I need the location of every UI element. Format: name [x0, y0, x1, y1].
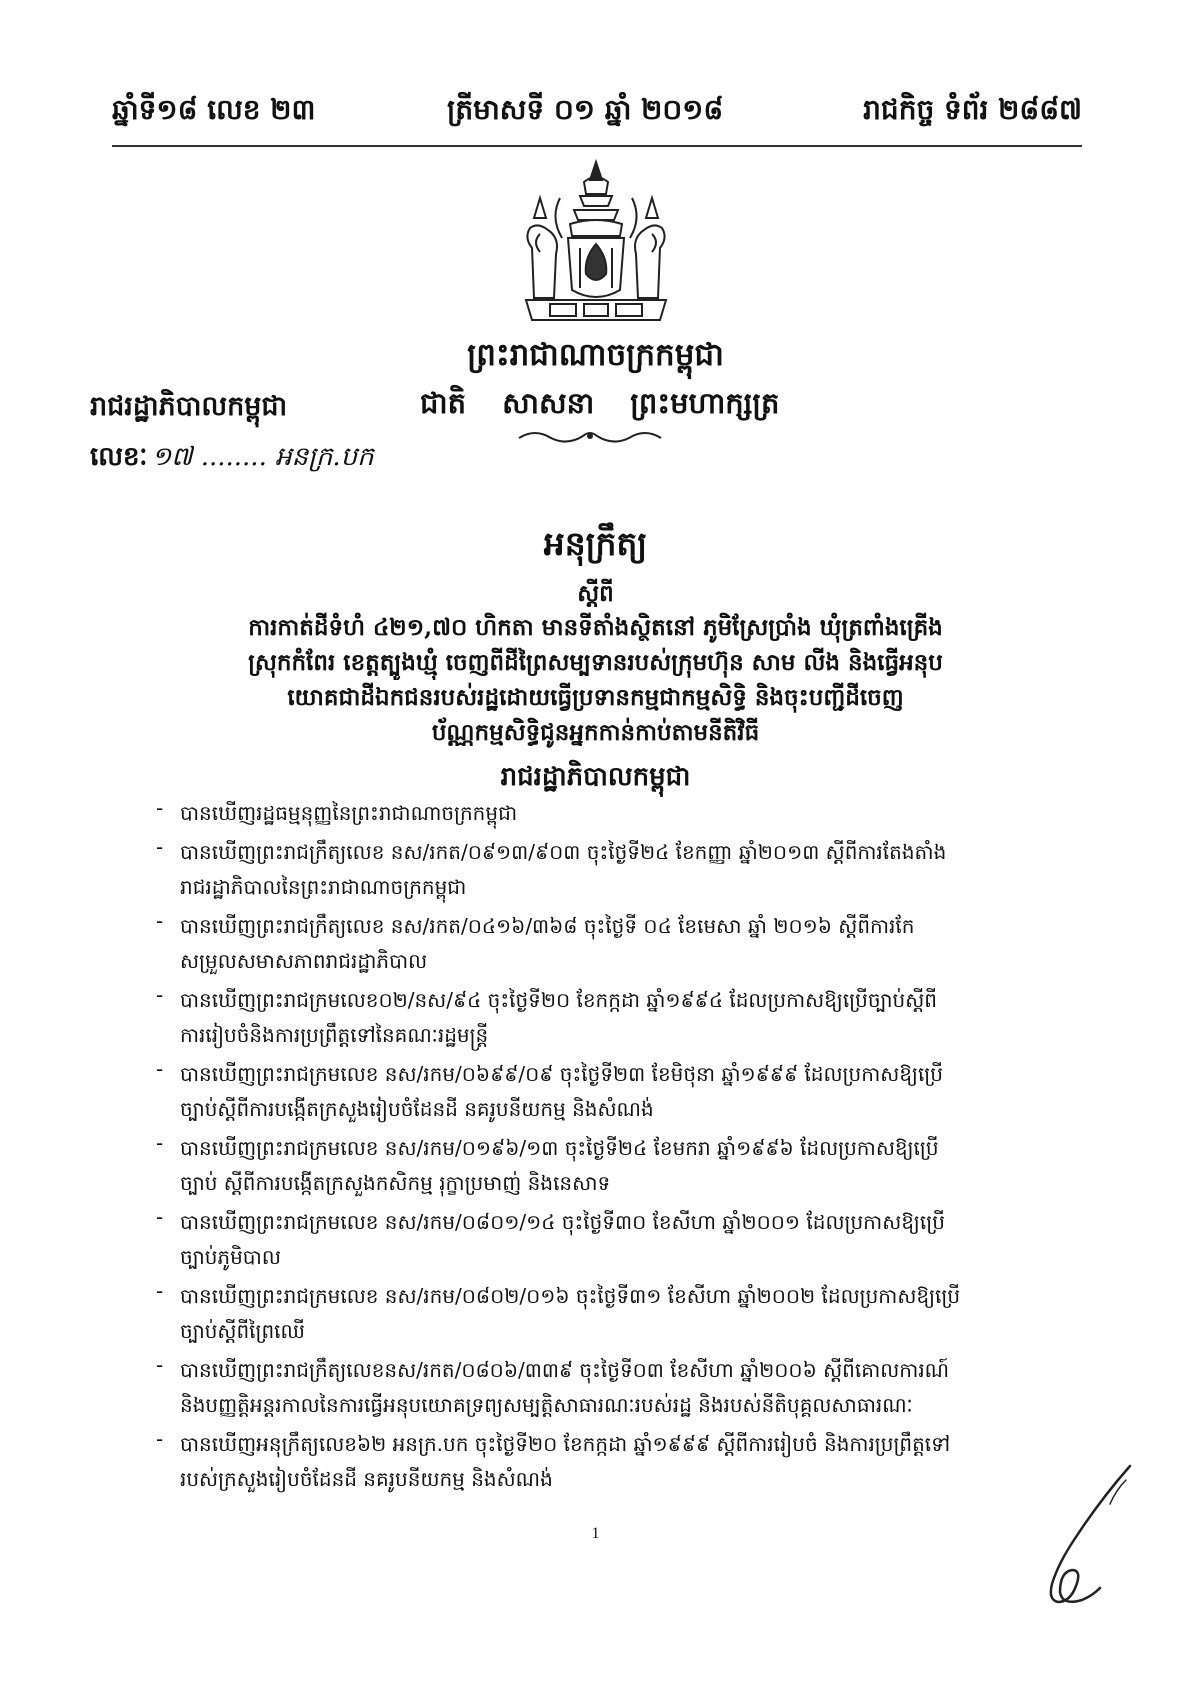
handwritten-signature-icon — [1030, 1460, 1140, 1610]
preamble-item: - បានឃើញព្រះរាជក្រមលេខ០២/នស/៩៤ ចុះថ្ងៃទី២០ ខែកក្កដា ឆ្នាំ១៩៩៤ ដែលប្រកាសឱ្យប្រើច្បាប់ស្តីពី ការរៀបចំនិងការប្រព្រឹត្តទៅនៃគណៈរដ្ឋមន្ត្រី — [156, 983, 937, 1047]
document-number-value: ១៧ ........ អនក្រ.បក — [151, 442, 374, 472]
document-number — [90, 440, 374, 478]
subject-line: ប័ណ្ណកម្មសិទ្ធិជូនអ្នកកាន់កាប់តាមនីតិវិធី — [431, 719, 760, 746]
document-title: អនុក្រឹត្យ — [543, 524, 648, 563]
royal-coat-of-arms-icon — [510, 158, 682, 326]
ornament-divider-icon — [515, 424, 665, 448]
header-quarter: ត្រីមាសទី ០១ ឆ្នាំ ២០១៨ — [447, 93, 724, 126]
document-about: ស្តីពី — [577, 580, 614, 607]
preamble-item: - បានឃើញរដ្ឋធម្មនុញ្ញនៃព្រះរាជាណាចក្រកម្ពុជា — [156, 796, 518, 825]
motto-nation: ជាតិ — [420, 386, 467, 420]
preamble-item: - បានឃើញព្រះរាជក្រឹត្យលេខ នស/រកត/០៩១៣/៩០៣ ចុះថ្ងៃទី២៤ ខែកញ្ញា ឆ្នាំ២០១៣ ស្តីពីការតែងតាំង រាជរដ្ឋាភិបាលនៃព្រះរាជាណាចក្រកម្ពុជា — [156, 835, 947, 899]
national-motto — [420, 386, 805, 428]
issuer-name: រាជរដ្ឋាភិបាលកម្ពុជា — [90, 391, 288, 422]
motto-religion: សាសនា — [502, 386, 595, 420]
document-number-label: លេខៈ — [90, 442, 148, 472]
motto-king: ព្រះមហាក្សត្រ — [630, 386, 780, 420]
preamble-item: - បានឃើញព្រះរាជក្រមលេខ នស/រកម/០៨០២/០១៦ ចុះថ្ងៃទី៣១ ខែសីហា ឆ្នាំ២០០២ ដែលប្រកាសឱ្យប្រើ ច្បាប់ស្តីពីព្រៃឈើ — [156, 1279, 961, 1343]
subject-line: យោគជាដីឯកជនរបស់រដ្ឋដោយធ្វើប្រទានកម្មជាកម្មសិទ្ធិ និងចុះបញ្ជីដីចេញ — [287, 684, 904, 711]
header-page-ref: រាជកិច្ច ទំព័រ ២៨៨៧ — [863, 93, 1082, 126]
kingdom-name: ព្រះរាជាណាចក្រកម្ពុជា — [467, 337, 724, 373]
preamble-list — [150, 796, 1050, 1501]
preamble-item: - បានឃើញព្រះរាជក្រមលេខ នស/រកម/០៦៩៩/០៩ ចុះថ្ងៃទី២៣ ខែមិថុនា ឆ្នាំ១៩៩៩ ដែលប្រកាសឱ្យប្រើ ច្បាប់ស្តីពីការបង្កើតក្រសួងរៀបចំដែនដី នគរូបនីយកម្ម និងសំណង់ — [156, 1057, 943, 1121]
subject-line: ស្រុកកំពែរ ខេត្តត្បូងឃ្មុំ ចេញពីដីព្រៃសម្បទានរបស់ក្រុមហ៊ុន សាម លីង និងធ្វើអនុប — [248, 649, 943, 676]
document-subject — [140, 610, 1051, 750]
subject-line: ការកាត់ដីទំហំ ៤២១,៧០ ហិកតា មានទីតាំងស្ថិតនៅ ភូមិស្រែប្រាំង ឃុំត្រពាំងគ្រើង — [248, 614, 943, 641]
preamble-item: - បានឃើញព្រះរាជក្រឹត្យលេខ នស/រកត/០៤១៦/៣៦៨ ចុះថ្ងៃទី ០៤ ខែមេសា ឆ្នាំ ២០១៦ ស្តីពីការកែ សម្រួលសមាសភាពរាជរដ្ឋាភិបាល — [156, 909, 915, 973]
header-divider — [112, 145, 1082, 147]
gazette-header — [112, 92, 1082, 144]
government-heading: រាជរដ្ឋាភិបាលកម្ពុជា — [500, 762, 691, 792]
preamble-item: - បានឃើញព្រះរាជក្រមលេខ នស/រកម/០១៩៦/១៣ ចុះថ្ងៃទី២៤ ខែមករា ឆ្នាំ១៩៩៦ ដែលប្រកាសឱ្យប្រើ ច្បាប់ ស្តីពីការបង្កើតក្រសួងកសិកម្ម រុក្ខាប្រមាញ់ និងនេសាទ — [156, 1131, 939, 1195]
preamble-item: - បានឃើញព្រះរាជក្រមលេខ នស/រកម/០៨០១/១៤ ចុះថ្ងៃទី៣០ ខែសីហា ឆ្នាំ២០០១ ដែលប្រកាសឱ្យប្រើ ច្បាប់ភូមិបាល — [156, 1205, 945, 1269]
page-number: 1 — [591, 1525, 600, 1542]
header-year-issue: ឆ្នាំទី១៨ លេខ ២៣ — [112, 93, 316, 126]
preamble-item: - បានឃើញអនុក្រឹត្យលេខ៦២ អនក្រ.បក ចុះថ្ងៃទី២០ ខែកក្កដា ឆ្នាំ១៩៩៩ ស្តីពីការរៀបចំ និងការប្រព្រឹត្តទៅ របស់ក្រសួងរៀបចំដែនដី នគរូបនីយកម្ម និងសំណង់ — [156, 1427, 951, 1491]
preamble-item: - បានឃើញព្រះរាជក្រឹត្យលេខនស/រកត/០៨០៦/៣៣៩ ចុះថ្ងៃទី០៣ ខែសីហា ឆ្នាំ២០០៦ ស្តីពីគោលការណ៍ និងបញ្ញត្តិអន្តរកាលនៃការធ្វើអនុបយោគទ្រព្យសម្បត្តិសាធារណៈរបស់រដ្ឋ និងរបស់នីតិបុគ្គលសាធារណៈ — [156, 1353, 950, 1417]
